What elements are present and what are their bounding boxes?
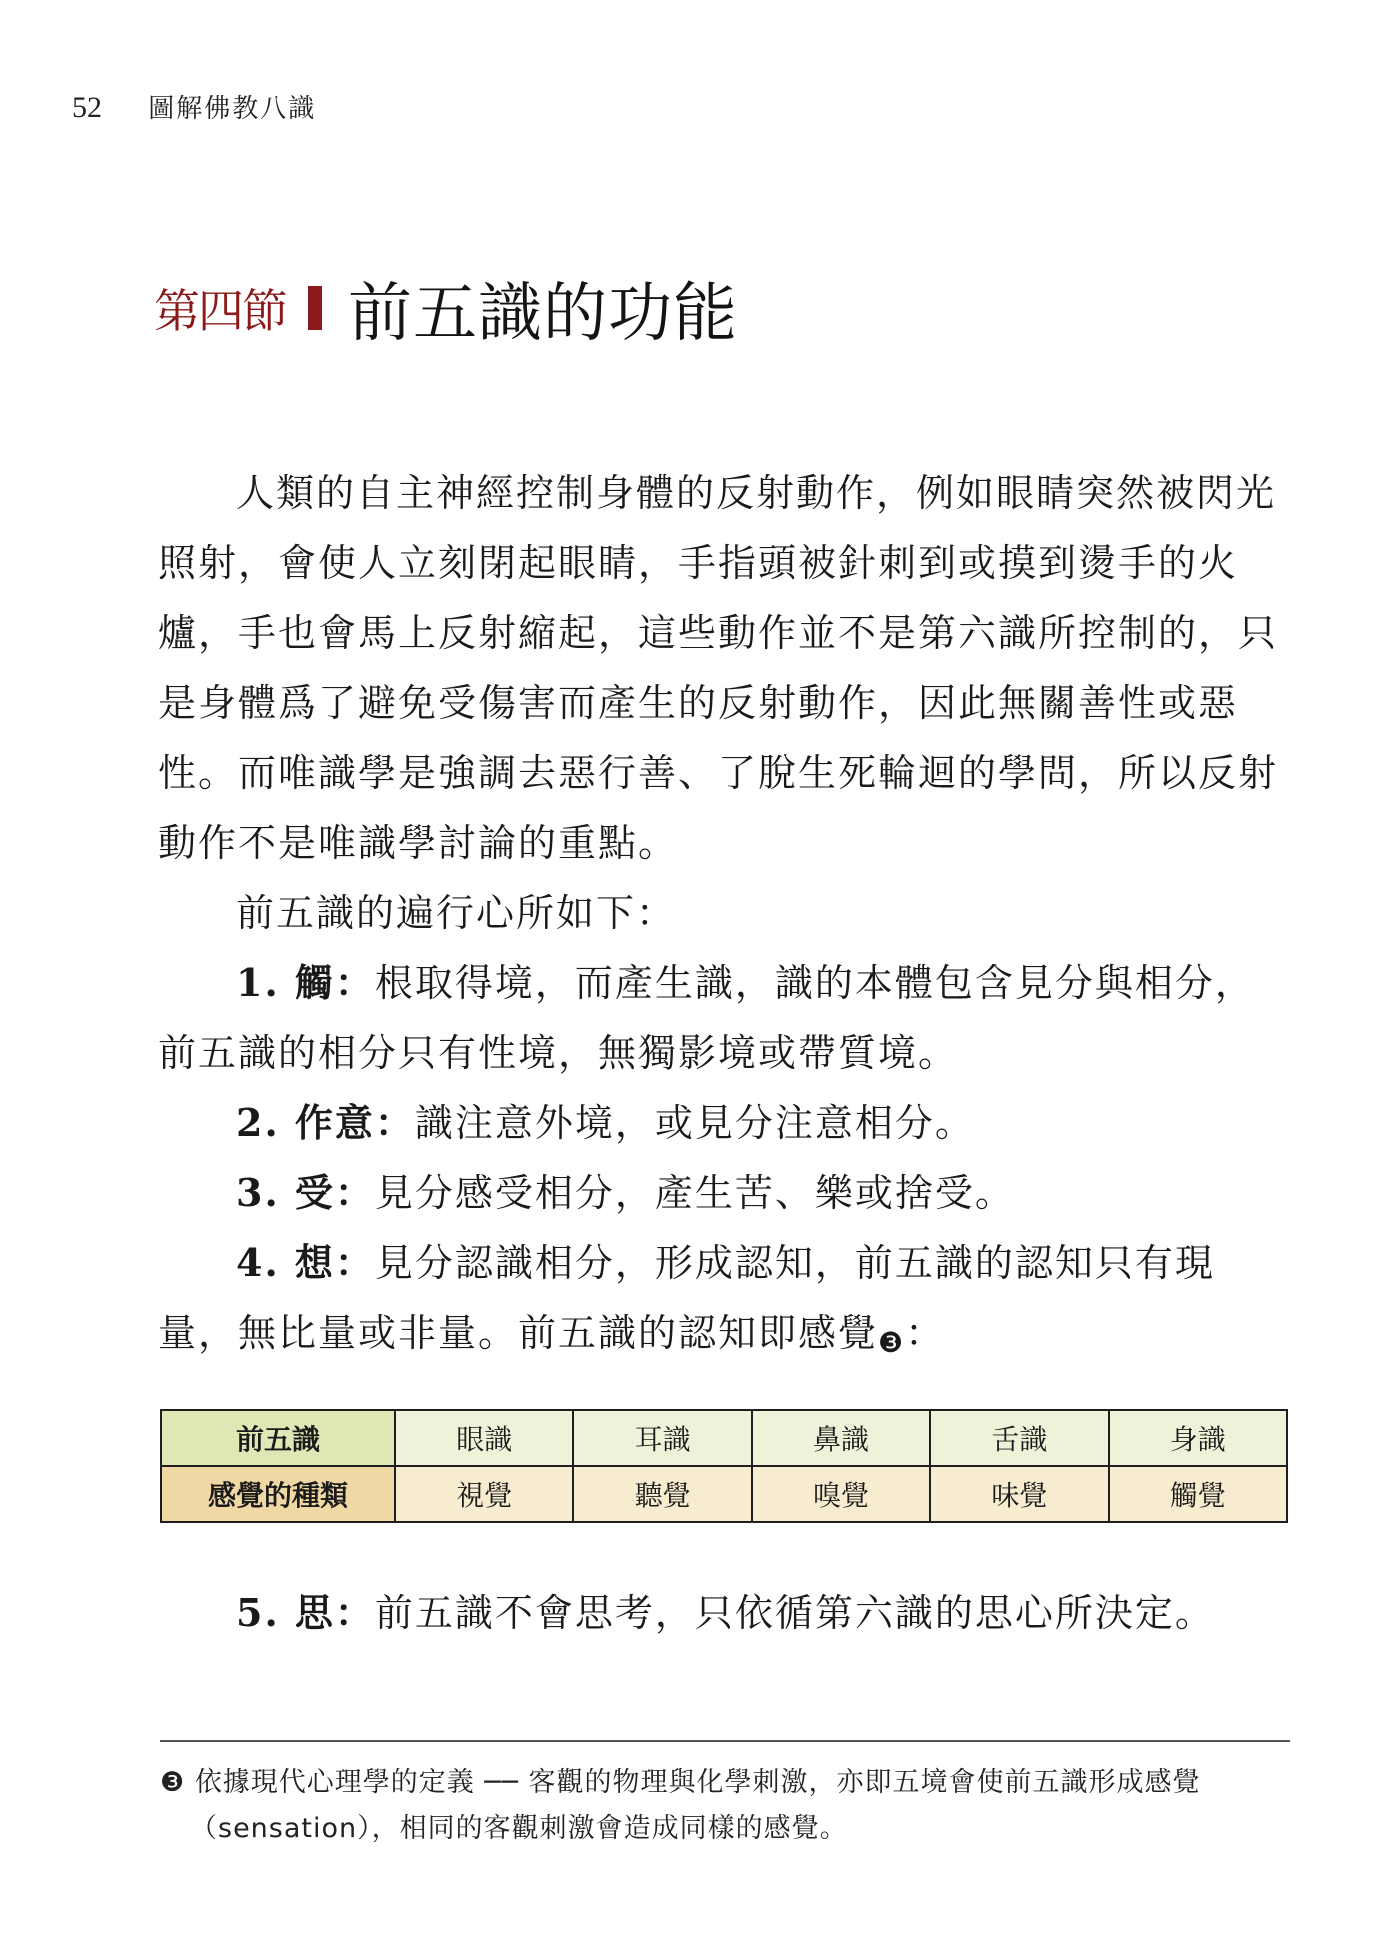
table-cell: 前五識 bbox=[161, 1410, 395, 1466]
paragraph-list-intro: 前五識的遍行心所如下： bbox=[236, 891, 677, 935]
table-cell: 舌識 bbox=[930, 1410, 1108, 1466]
list-item-5 bbox=[158, 1578, 1290, 1648]
list-item-4-head: 4. 想： bbox=[236, 1240, 375, 1285]
list-item-2 bbox=[158, 1088, 1290, 1158]
footnote-line-2: （sensation），相同的客觀刺激會造成同樣的感覺。 bbox=[190, 1813, 848, 1844]
table-cell: 身識 bbox=[1109, 1410, 1287, 1466]
list-item-3 bbox=[158, 1158, 1290, 1228]
list-item-2-text: 識注意外境，或見分注意相分。 bbox=[414, 1101, 975, 1145]
page-number: 52 bbox=[72, 91, 102, 124]
section-bar bbox=[308, 286, 322, 330]
footnote-divider bbox=[160, 1740, 1290, 1742]
list-item-2-head: 2. 作意： bbox=[236, 1100, 415, 1145]
footnote-text-1: 依據現代心理學的定義 ── 客觀的物理與化學刺激，亦即五境會使前五識形成感覺 bbox=[194, 1767, 1201, 1798]
list-item-5-head: 5. 思： bbox=[236, 1590, 375, 1635]
list-item-4 bbox=[158, 1228, 1290, 1378]
table-row bbox=[161, 1410, 1287, 1466]
book-title: 圖解佛教八識 bbox=[148, 94, 317, 124]
footnote bbox=[160, 1760, 1295, 1852]
section-label: 第四節 bbox=[154, 284, 286, 338]
table-cell: 味覺 bbox=[930, 1466, 1108, 1522]
table-cell: 耳識 bbox=[573, 1410, 751, 1466]
table-cell: 鼻識 bbox=[752, 1410, 930, 1466]
list-item-5-text: 前五識不會思考，只依循第六識的思心所決定。 bbox=[374, 1591, 1215, 1635]
section-heading: 前五識的功能 bbox=[348, 277, 738, 351]
table-cell: 視覺 bbox=[395, 1466, 573, 1522]
paragraph-intro: 人類的自主神經控制身體的反射動作，例如眼睛突然被閃光照射，會使人立刻閉起眼睛，手指頭被針刺到或摸到燙手的火爐，手也會馬上反射縮起，這些動作並不是第六識所控制的，只是身體爲了避免受傷害而產生的反射動作，因此無關善性或惡性。而唯識學是強調去惡行善、了脫生死輪迴的學問，所以反射動作不是唯識學討論的重點。 bbox=[158, 471, 1279, 865]
table-cell: 嗅覺 bbox=[752, 1466, 930, 1522]
list-item-3-head: 3. 受： bbox=[236, 1170, 375, 1215]
main-body bbox=[158, 458, 1290, 1378]
table-row bbox=[161, 1466, 1287, 1522]
list-item-1 bbox=[158, 948, 1290, 1088]
list-item-3-text: 見分感受相分，產生苦、樂或捨受。 bbox=[374, 1171, 1015, 1215]
list-item-1-text: 根取得境，而產生識，識的本體包含見分與相分，前五識的相分只有性境，無獨影境或帶質境。 bbox=[158, 961, 1255, 1075]
table-cell: 感覺的種類 bbox=[161, 1466, 395, 1522]
table-cell: 觸覺 bbox=[1109, 1466, 1287, 1522]
section-title bbox=[154, 262, 738, 354]
table-cell: 聽覺 bbox=[573, 1466, 751, 1522]
page-header bbox=[72, 88, 316, 125]
list-item-1-head: 1. 觸： bbox=[236, 960, 375, 1005]
list-item-5-line bbox=[158, 1578, 1290, 1648]
footnote-marker: ❸ bbox=[160, 1767, 186, 1798]
footnote-ref-3[interactable]: ❸ bbox=[878, 1326, 906, 1359]
list-item-4-text: 見分認識相分，形成認知，前五識的認知只有現量，無比量或非量。前五識的認知即感覺 bbox=[158, 1241, 1215, 1355]
table-cell: 眼識 bbox=[395, 1410, 573, 1466]
senses-table bbox=[160, 1409, 1288, 1523]
list-item-4-tail: ： bbox=[905, 1311, 946, 1355]
footnote-line-1 bbox=[160, 1760, 1295, 1806]
